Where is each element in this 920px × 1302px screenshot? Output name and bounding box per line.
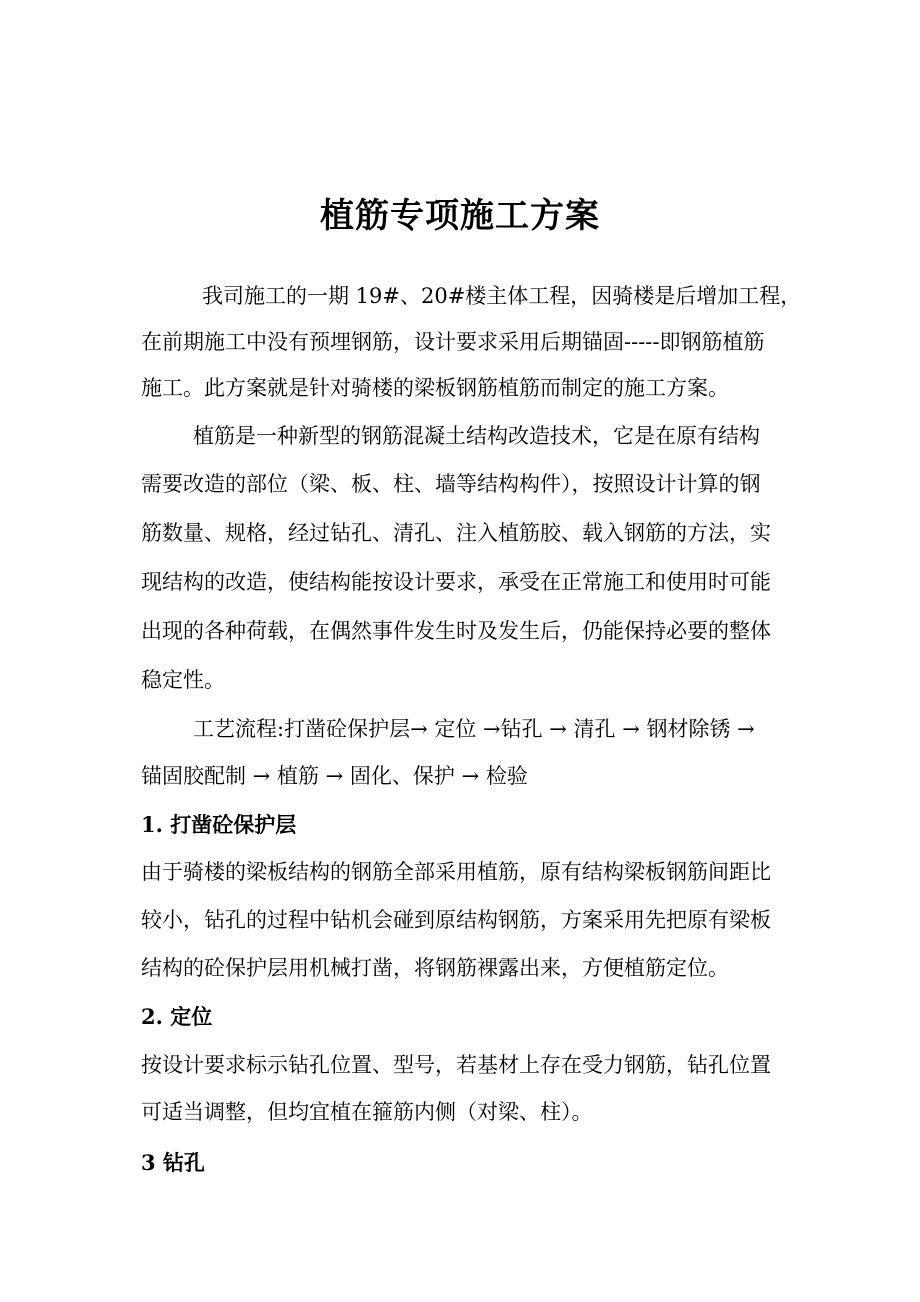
section-1-heading: 1. 打凿砼保护层	[141, 812, 297, 837]
section-2-line-1: 按设计要求标示钻孔位置、型号，若基材上存在受力钢筋，钻孔位置	[141, 1053, 771, 1077]
definition-line-3: 筋数量、规格，经过钻孔、清孔、注入植筋胶、载入钢筋的方法，实	[141, 521, 771, 545]
definition-line-2: 需要改造的部位（梁、板、柱、墙等结构构件），按照设计计算的钢	[141, 472, 761, 496]
process-line-1: 工艺流程:打凿砼保护层→ 定位 →钻孔 → 清孔 → 钢材除锈 →	[193, 717, 755, 741]
section-3-heading: 3 钻孔	[141, 1150, 205, 1175]
intro-line-3: 施工。此方案就是针对骑楼的梁板钢筋植筋而制定的施工方案。	[141, 376, 729, 400]
section-2-line-2: 可适当调整，但均宜植在箍筋内侧（对梁、柱）。	[141, 1100, 593, 1124]
definition-line-6: 稳定性。	[141, 668, 225, 692]
process-line-2: 锚固胶配制 → 植筋 → 固化、保护 → 检验	[141, 764, 528, 788]
section-1-line-2: 较小，钻孔的过程中钻机会碰到原结构钢筋，方案采用先把原有梁板	[141, 908, 771, 932]
section-1-line-3: 结构的砼保护层用机械打凿，将钢筋裸露出来，方便植筋定位。	[141, 956, 729, 980]
definition-line-5: 出现的各种荷载，在偶然事件发生时及发生后，仍能保持必要的整体	[141, 619, 771, 643]
definition-line-1: 植筋是一种新型的钢筋混凝土结构改造技术，它是在原有结构	[193, 424, 760, 448]
section-1-line-1: 由于骑楼的梁板结构的钢筋全部采用植筋，原有结构梁板钢筋间距比	[141, 860, 771, 884]
document-title: 植筋专项施工方案	[320, 196, 600, 236]
definition-line-4: 现结构的改造，使结构能按设计要求，承受在正常施工和使用时可能	[141, 570, 771, 594]
intro-line-1: 我司施工的一期 19#、20#楼主体工程，因骑楼是后增加工程，	[202, 284, 802, 308]
section-2-heading: 2. 定位	[141, 1004, 213, 1029]
intro-line-2: 在前期施工中没有预埋钢筋，设计要求采用后期锚固-----即钢筋植筋	[141, 330, 765, 354]
